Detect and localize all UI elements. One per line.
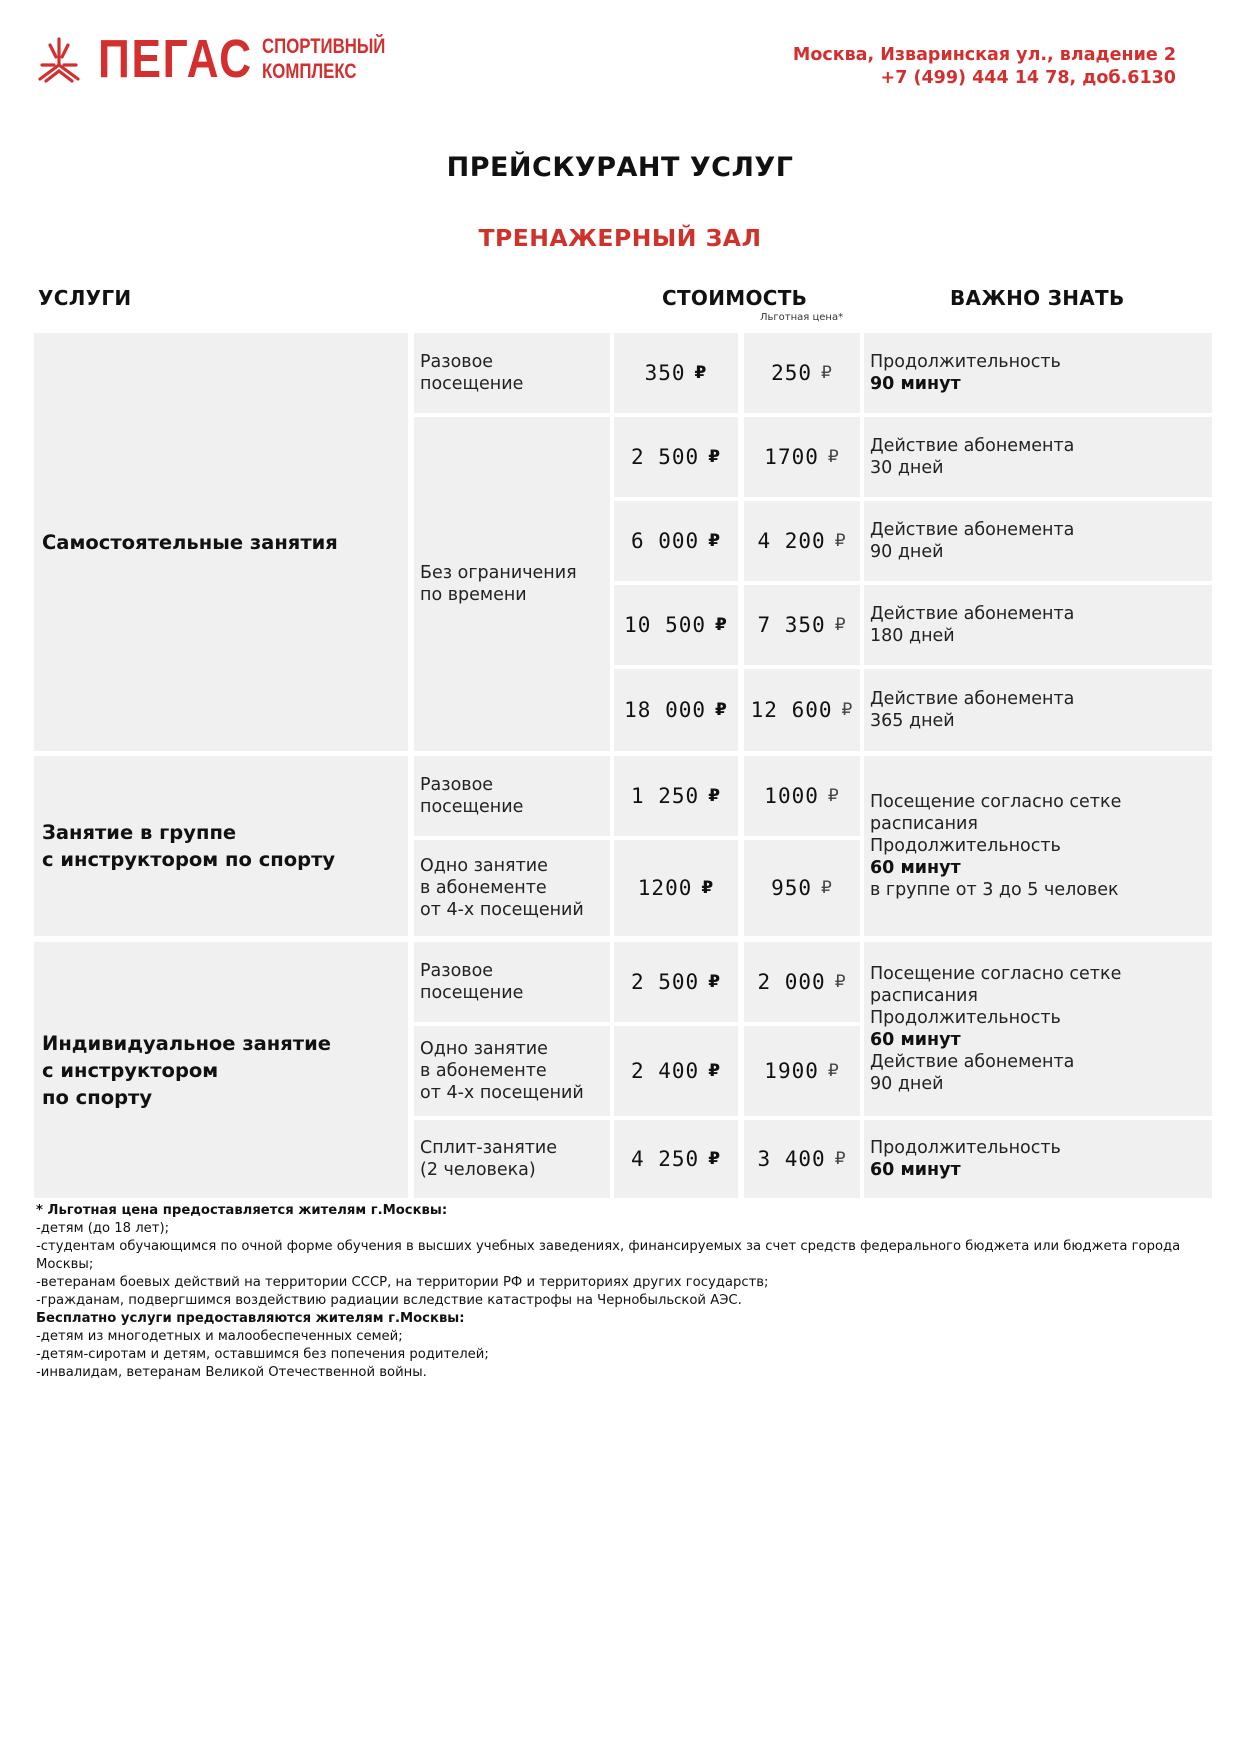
subtype-line: посещение xyxy=(420,983,524,1003)
logo-name: ПЕГАС xyxy=(98,29,253,89)
column-header-important: ВАЖНО ЗНАТЬ xyxy=(950,286,1125,310)
footnote-line: -гражданам, подвергшимся воздействию радиации вследствие катастрофы на Чернобыльской АЭС. xyxy=(36,1293,742,1308)
service-subtype xyxy=(414,942,610,1022)
ruble-icon: ₽ xyxy=(708,1149,722,1169)
service-name xyxy=(34,756,408,936)
contact-info xyxy=(793,44,1176,90)
discount-price-value: 3 400 xyxy=(757,1147,826,1171)
footnote-heading: * Льготная цена предоставляется жителям г.Москвы: xyxy=(36,1203,448,1218)
info-cell xyxy=(864,756,1212,936)
discount-price-value: 1000 xyxy=(764,784,819,808)
service-name-line: по спорту xyxy=(42,1085,153,1109)
service-name-line: Самостоятельные занятия xyxy=(42,530,338,554)
price-value: 4 250 xyxy=(630,1147,700,1171)
discount-price-note: Льготная цена* xyxy=(760,312,844,323)
subtype-line: Разовое xyxy=(420,352,494,372)
footnote-line: -инвалидам, ветеранам Великой Отечественной войны. xyxy=(36,1365,427,1380)
ruble-icon: ₽ xyxy=(708,972,722,992)
discount-price-cell xyxy=(744,756,860,836)
info-line: расписания xyxy=(870,814,978,834)
price-cell xyxy=(614,669,738,751)
info-line: Посещение согласно сетке xyxy=(870,792,1122,812)
phone: +7 (499) 444 14 78, доб.6130 xyxy=(880,68,1176,88)
price-cell xyxy=(614,585,738,665)
info-line: Посещение согласно сетке xyxy=(870,964,1122,984)
discount-price-cell xyxy=(744,1120,860,1198)
discount-price-value: 12 600 xyxy=(750,698,833,722)
service-subtype xyxy=(414,417,610,751)
subtype-line: от 4-х посещений xyxy=(420,900,584,920)
price-cell xyxy=(614,501,738,581)
price-value: 2 400 xyxy=(630,1059,700,1083)
service-name xyxy=(34,333,408,751)
logo xyxy=(36,29,386,89)
price-value: 10 500 xyxy=(624,613,706,637)
subtype-line: Разовое xyxy=(420,961,494,981)
service-name-line: с инструктором xyxy=(42,1058,219,1082)
discount-price-cell xyxy=(744,417,860,497)
info-bold: 60 минут xyxy=(870,1160,961,1180)
info-line: Действие абонемента xyxy=(870,436,1075,456)
ruble-icon: ₽ xyxy=(821,363,833,383)
ruble-icon: ₽ xyxy=(834,615,847,635)
service-subtype xyxy=(414,1120,610,1198)
subtype-line: (2 человека) xyxy=(420,1160,536,1180)
service-name-line: с инструктором по спорту xyxy=(42,848,336,871)
ruble-icon: ₽ xyxy=(715,615,728,635)
subtype-line: Сплит-занятие xyxy=(420,1138,558,1158)
service-subtype xyxy=(414,840,610,936)
logo-subtitle xyxy=(262,34,385,84)
subtype-line: Одно занятие xyxy=(420,1039,548,1059)
discount-price-cell xyxy=(744,1026,860,1116)
price-cell xyxy=(614,333,738,413)
subtype-line: Без ограничения xyxy=(420,563,577,583)
discount-price-value: 4 200 xyxy=(757,529,826,553)
info-line: 30 дней xyxy=(870,458,944,478)
logo-subtitle-line2: КОМПЛЕКС xyxy=(262,60,357,83)
ruble-icon: ₽ xyxy=(834,1149,847,1169)
ruble-icon: ₽ xyxy=(701,878,715,898)
info-cell xyxy=(864,585,1212,665)
info-cell xyxy=(864,1120,1212,1198)
service-name xyxy=(34,942,408,1198)
page-subtitle: ТРЕНАЖЕРНЫЙ ЗАЛ xyxy=(478,224,762,252)
discount-price-cell xyxy=(744,585,860,665)
price-value: 6 000 xyxy=(630,529,700,553)
service-subtype xyxy=(414,756,610,836)
ruble-icon: ₽ xyxy=(834,531,847,551)
info-line: Действие абонемента xyxy=(870,604,1075,624)
pegasus-icon xyxy=(36,35,82,83)
discount-price-value: 7 350 xyxy=(757,613,826,637)
ruble-icon: ₽ xyxy=(827,786,840,806)
price-cell xyxy=(614,1120,738,1198)
discount-price-value: 950 xyxy=(771,876,813,900)
price-value: 2 500 xyxy=(630,970,700,994)
discount-price-value: 1700 xyxy=(764,445,819,469)
info-line: 365 дней xyxy=(870,711,955,731)
price-value: 1 250 xyxy=(630,784,700,808)
info-cell xyxy=(864,333,1212,413)
subtype-line: от 4-х посещений xyxy=(420,1083,584,1103)
logo-subtitle-line1: СПОРТИВНЫЙ xyxy=(262,35,386,58)
ruble-icon: ₽ xyxy=(708,531,722,551)
price-cell xyxy=(614,417,738,497)
ruble-icon: ₽ xyxy=(708,786,722,806)
info-bold: 60 минут xyxy=(870,858,961,878)
service-name-line: Индивидуальное занятие xyxy=(42,1031,331,1055)
discount-price-value: 1900 xyxy=(764,1059,819,1083)
price-value: 1200 xyxy=(637,876,693,900)
price-value: 350 xyxy=(644,361,686,385)
info-cell xyxy=(864,417,1212,497)
info-line: Продолжительность xyxy=(870,352,1061,372)
discount-price-cell xyxy=(744,669,860,751)
subtype-line: в абонементе xyxy=(420,1061,547,1081)
info-line: 90 дней xyxy=(870,542,944,562)
ruble-icon: ₽ xyxy=(694,363,708,383)
discount-price-cell xyxy=(744,501,860,581)
subtype-line: Разовое xyxy=(420,775,494,795)
footnote-line: -детям (до 18 лет); xyxy=(36,1221,170,1236)
footnote-heading: Бесплатно услуги предоставляются жителям г.Москвы: xyxy=(36,1311,465,1326)
discount-price-value: 250 xyxy=(771,361,813,385)
ruble-icon: ₽ xyxy=(715,700,728,720)
ruble-icon: ₽ xyxy=(827,1061,840,1081)
column-header-cost: СТОИМОСТЬ xyxy=(662,286,808,310)
info-line: Действие абонемента xyxy=(870,1052,1075,1072)
page-title: ПРЕЙСКУРАНТ УСЛУГ xyxy=(446,152,794,183)
footnote xyxy=(36,1202,1216,1382)
column-header-services: УСЛУГИ xyxy=(38,286,132,310)
price-cell xyxy=(614,942,738,1022)
price-value: 2 500 xyxy=(630,445,700,469)
info-cell xyxy=(864,501,1212,581)
info-line: Действие абонемента xyxy=(870,520,1075,540)
subtype-line: по времени xyxy=(420,585,527,605)
info-line: расписания xyxy=(870,986,978,1006)
info-line: Действие абонемента xyxy=(870,689,1075,709)
ruble-icon: ₽ xyxy=(841,700,854,720)
ruble-icon: ₽ xyxy=(827,447,840,467)
footnote-line: -ветеранам боевых действий на территории СССР, на территории РФ и территориях других государств; xyxy=(36,1275,769,1290)
footnote-line: -студентам обучающимся по очной форме обучения в высших учебных заведениях, финансируемых за счет средств федерального бюджета или бюджета города Москвы; xyxy=(36,1239,1181,1272)
subtype-line: Одно занятие xyxy=(420,856,548,876)
info-line: 90 дней xyxy=(870,1074,944,1094)
footnote-line: -детям из многодетных и малообеспеченных семей; xyxy=(36,1329,403,1344)
price-cell xyxy=(614,840,738,936)
service-subtype xyxy=(414,1026,610,1116)
price-cell xyxy=(614,756,738,836)
service-name-line: Занятие в группе xyxy=(42,821,237,844)
info-line: в группе от 3 до 5 человек xyxy=(870,880,1119,900)
info-line: Продолжительность xyxy=(870,1008,1061,1028)
footnote-line: -детям-сиротам и детям, оставшимся без попечения родителей; xyxy=(36,1347,489,1362)
service-subtype xyxy=(414,333,610,413)
ruble-icon: ₽ xyxy=(708,1061,722,1081)
info-bold: 60 минут xyxy=(870,1030,961,1050)
discount-price-cell xyxy=(744,840,860,936)
subtype-line: посещение xyxy=(420,374,524,394)
subtype-line: посещение xyxy=(420,797,524,817)
ruble-icon: ₽ xyxy=(708,447,722,467)
ruble-icon: ₽ xyxy=(821,878,833,898)
info-cell xyxy=(864,942,1212,1116)
info-line: Продолжительность xyxy=(870,836,1061,856)
info-cell xyxy=(864,669,1212,751)
discount-price-value: 2 000 xyxy=(757,970,826,994)
subtype-line: в абонементе xyxy=(420,878,547,898)
ruble-icon: ₽ xyxy=(834,972,847,992)
info-line: Продолжительность xyxy=(870,1138,1061,1158)
discount-price-cell xyxy=(744,942,860,1022)
discount-price-cell xyxy=(744,333,860,413)
price-value: 18 000 xyxy=(624,698,706,722)
price-cell xyxy=(614,1026,738,1116)
info-bold: 90 минут xyxy=(870,374,961,394)
address: Москва, Изваринская ул., владение 2 xyxy=(792,45,1176,65)
info-line: 180 дней xyxy=(870,626,955,646)
